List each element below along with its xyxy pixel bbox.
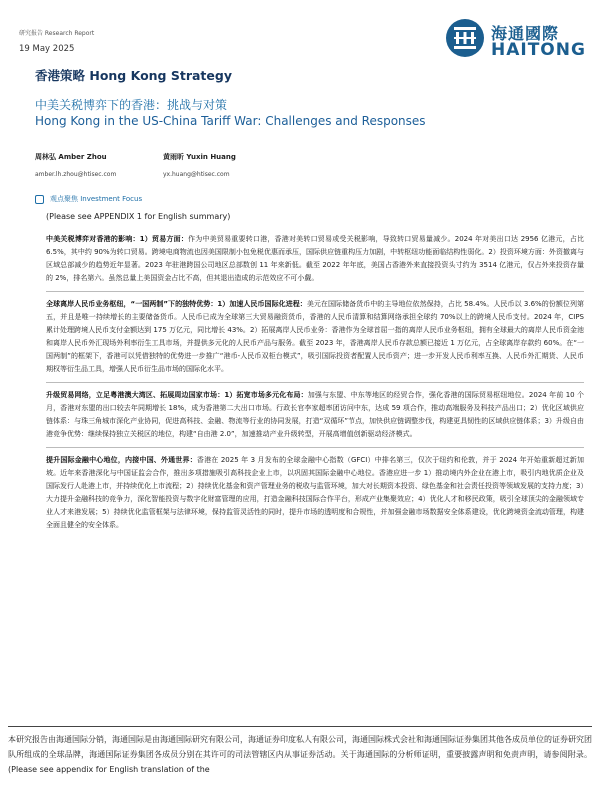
- haitong-logo: [445, 18, 595, 66]
- body-paragraph: [46, 389, 584, 441]
- report-type-label: 研究报告 Research Report: [19, 30, 95, 37]
- paragraph-lead: 中美关税博弈对香港的影响：1）贸易方面：: [46, 235, 189, 243]
- report-date: 19 May 2025: [19, 44, 75, 54]
- author-email[interactable]: amber.lh.zhou@htisec.com: [35, 171, 117, 178]
- haitong-logo-icon: [445, 18, 485, 58]
- paragraph-lead: 提升国际金融中心地位，内接中国、外通世界：: [46, 456, 197, 464]
- author-name: 黄雨昕 Yuxin Huang: [163, 153, 236, 161]
- strategy-series-title: 香港策略 Hong Kong Strategy: [35, 68, 232, 83]
- author-block: [163, 152, 236, 178]
- paragraph-text: 美元在国际储备货币中的主导地位依然保持，占比 58.4%。人民币以 3.6%的份额位列第五，并且是唯一持续增长的主要储备货币。人民币已成为全球第三大贸易融资货币，香港的人民币清算和结算网络承担全球约 70%以上的跨境人民币支付。2024 年，CIPS 累计处理跨境人民币支付金额达到 175 万亿元，同比增长 43%。2）拓展离岸人民币业务：香港作为全球首屈一指的离岸人民币业务枢纽，拥有全球最大的离岸人民币资金池和离岸人民币外汇现场外利率衍生工具市场，并提供多元化的人民币产品与服务。截至 2023 年，香港离岸人民币存款总额已接近 1 万亿元，占全球离岸存款约 60%。在“一国两制”的框架下，香港可以凭借独特的优势进一步推广“港币-人民币双柜台模式”，吸引国际投资者配置人民币资产；进一步开发人民币利率互换、人民币外汇期货、人民币期权等衍生品工具，增强人民币衍生品市场的国际化水平。: [46, 300, 584, 373]
- paragraph-text: 香港在 2025 年 3 月发布的全球金融中心指数（GFCI）中排名第三，仅次于纽约和伦敦，并于 2024 年开始重新超过新加坡。近年来香港深化与中国证监会合作，推出多项措施吸引高科技企业上市，以巩固其国际金融中心地位。香港应进一步 1）推动境内外企业在港上市，吸引内地优质企业及国际发行人赴港上市，并持续优化上市流程；2）持续优化基金和资产管理业务的税收与监管环境，加大对长期资本投资、绿色基金和社会责任投资等领域发展的支持力度；3）大力提升金融科技的竞争力，深化智能投资与数字化财富管理的应用，打造金融科技国际合作平台，形成产业集聚效应；4）优化人才和移民政策，吸引全球顶尖的金融领域专业人才来港发展；5）持续优化监管框架与法律环境，保持监管灵活性的同时，提升市场的透明度和合规性，并加强金融市场数据安全体系建设，优化跨境资金流动管理，构建全面且健全的安全体系。: [46, 456, 584, 529]
- paragraph-lead: 升级贸易网络，立足粤港澳大湾区、拓展周边国家市场：1）拓宽市场多元化布局：: [46, 391, 308, 399]
- investment-focus-label: 观点聚焦 Investment Focus: [50, 195, 143, 203]
- focus-square-icon: [35, 195, 44, 204]
- paragraph-divider: [46, 382, 584, 383]
- author-name: 周林弘 Amber Zhou: [35, 153, 107, 161]
- body-paragraph: [46, 298, 584, 376]
- body-paragraph: [46, 454, 584, 532]
- report-title-en: Hong Kong in the US-China Tariff War: Challenges and Responses: [35, 114, 426, 128]
- author-email[interactable]: yx.huang@htisec.com: [163, 171, 230, 178]
- paragraph-text: 作为中美贸易重要转口港，香港对美转口贸易或受关税影响，导致转口贸易量减少。2024 年对美出口达 2956 亿港元，占比 6.5%，其中约 90%为转口贸易。跨境电商物流也因美国限制小包免税优惠而承压，国际供应链重构压力加剧，中转枢纽功能面临结构性弱化。2）投资环境方面：外资撤离与区域总部减少的趋势近年显著。2023 年驻港跨国公司地区总部数创 11 年来新低。截至 2022 年年底，美国占香港外来直接投资头寸约为 3514 亿港元，仅占外来投资存量的 2%，排名第六。虽然总量上美国资金占比不高，但其退出造成的示范效应不可小觑。: [46, 235, 584, 282]
- disclaimer-footer: 本研究报告由海通国际分销，海通国际是由海通国际研究有限公司，海通证券印度私人有限公司，海通国际株式会社和海通国际证券集团其他各成员单位的证券研究团队所组成的全球品牌，海通国际证券集团各成员分别在其许可的司法管辖区内从事证券活动。关于海通国际的分析师证明，重要披露声明和免责声明，请参阅附录。(Please see appendix for English translation of the: [8, 726, 592, 777]
- paragraph-text: 加强与东盟、中东等地区的经贸合作，强化香港的国际贸易枢纽地位。2024 年前 10 个月，香港对东盟的出口较去年同期增长 18%，成为香港第二大出口市场。行政长官李家超率团访问中东，达成 59 项合作，推动高端服务及科技产品出口；2）优化区域供应链体系：与珠三角城市深化产业协同，促进高科技、金融、物流等行业的协同发展，打造“双循环”节点，加快供应链调整步伐，构建更具韧性的区域供应链体系；3）升级自由港竞争优势：继续保持独立关税区的地位，构建“自由港 2.0”，加速推动产业升级转型，开展高增值创新驱动经济模式。: [46, 391, 584, 438]
- report-title-cn: 中美关税博弈下的香港：挑战与对策: [35, 98, 228, 112]
- paragraph-divider: [46, 291, 584, 292]
- investment-focus-header: [35, 192, 142, 206]
- logo-text-cn: 海通國際: [491, 24, 560, 43]
- paragraph-divider: [46, 447, 584, 448]
- paragraph-lead: 全球离岸人民币业务枢纽，“一国两制”下的独特优势：1）加速人民币国际化进程：: [46, 300, 307, 308]
- logo-text-en: HAITONG: [491, 40, 586, 60]
- author-block: [35, 152, 116, 178]
- appendix-note: (Please see APPENDIX 1 for English summary): [46, 212, 231, 221]
- body-paragraph: [46, 233, 584, 285]
- report-body: [46, 233, 584, 538]
